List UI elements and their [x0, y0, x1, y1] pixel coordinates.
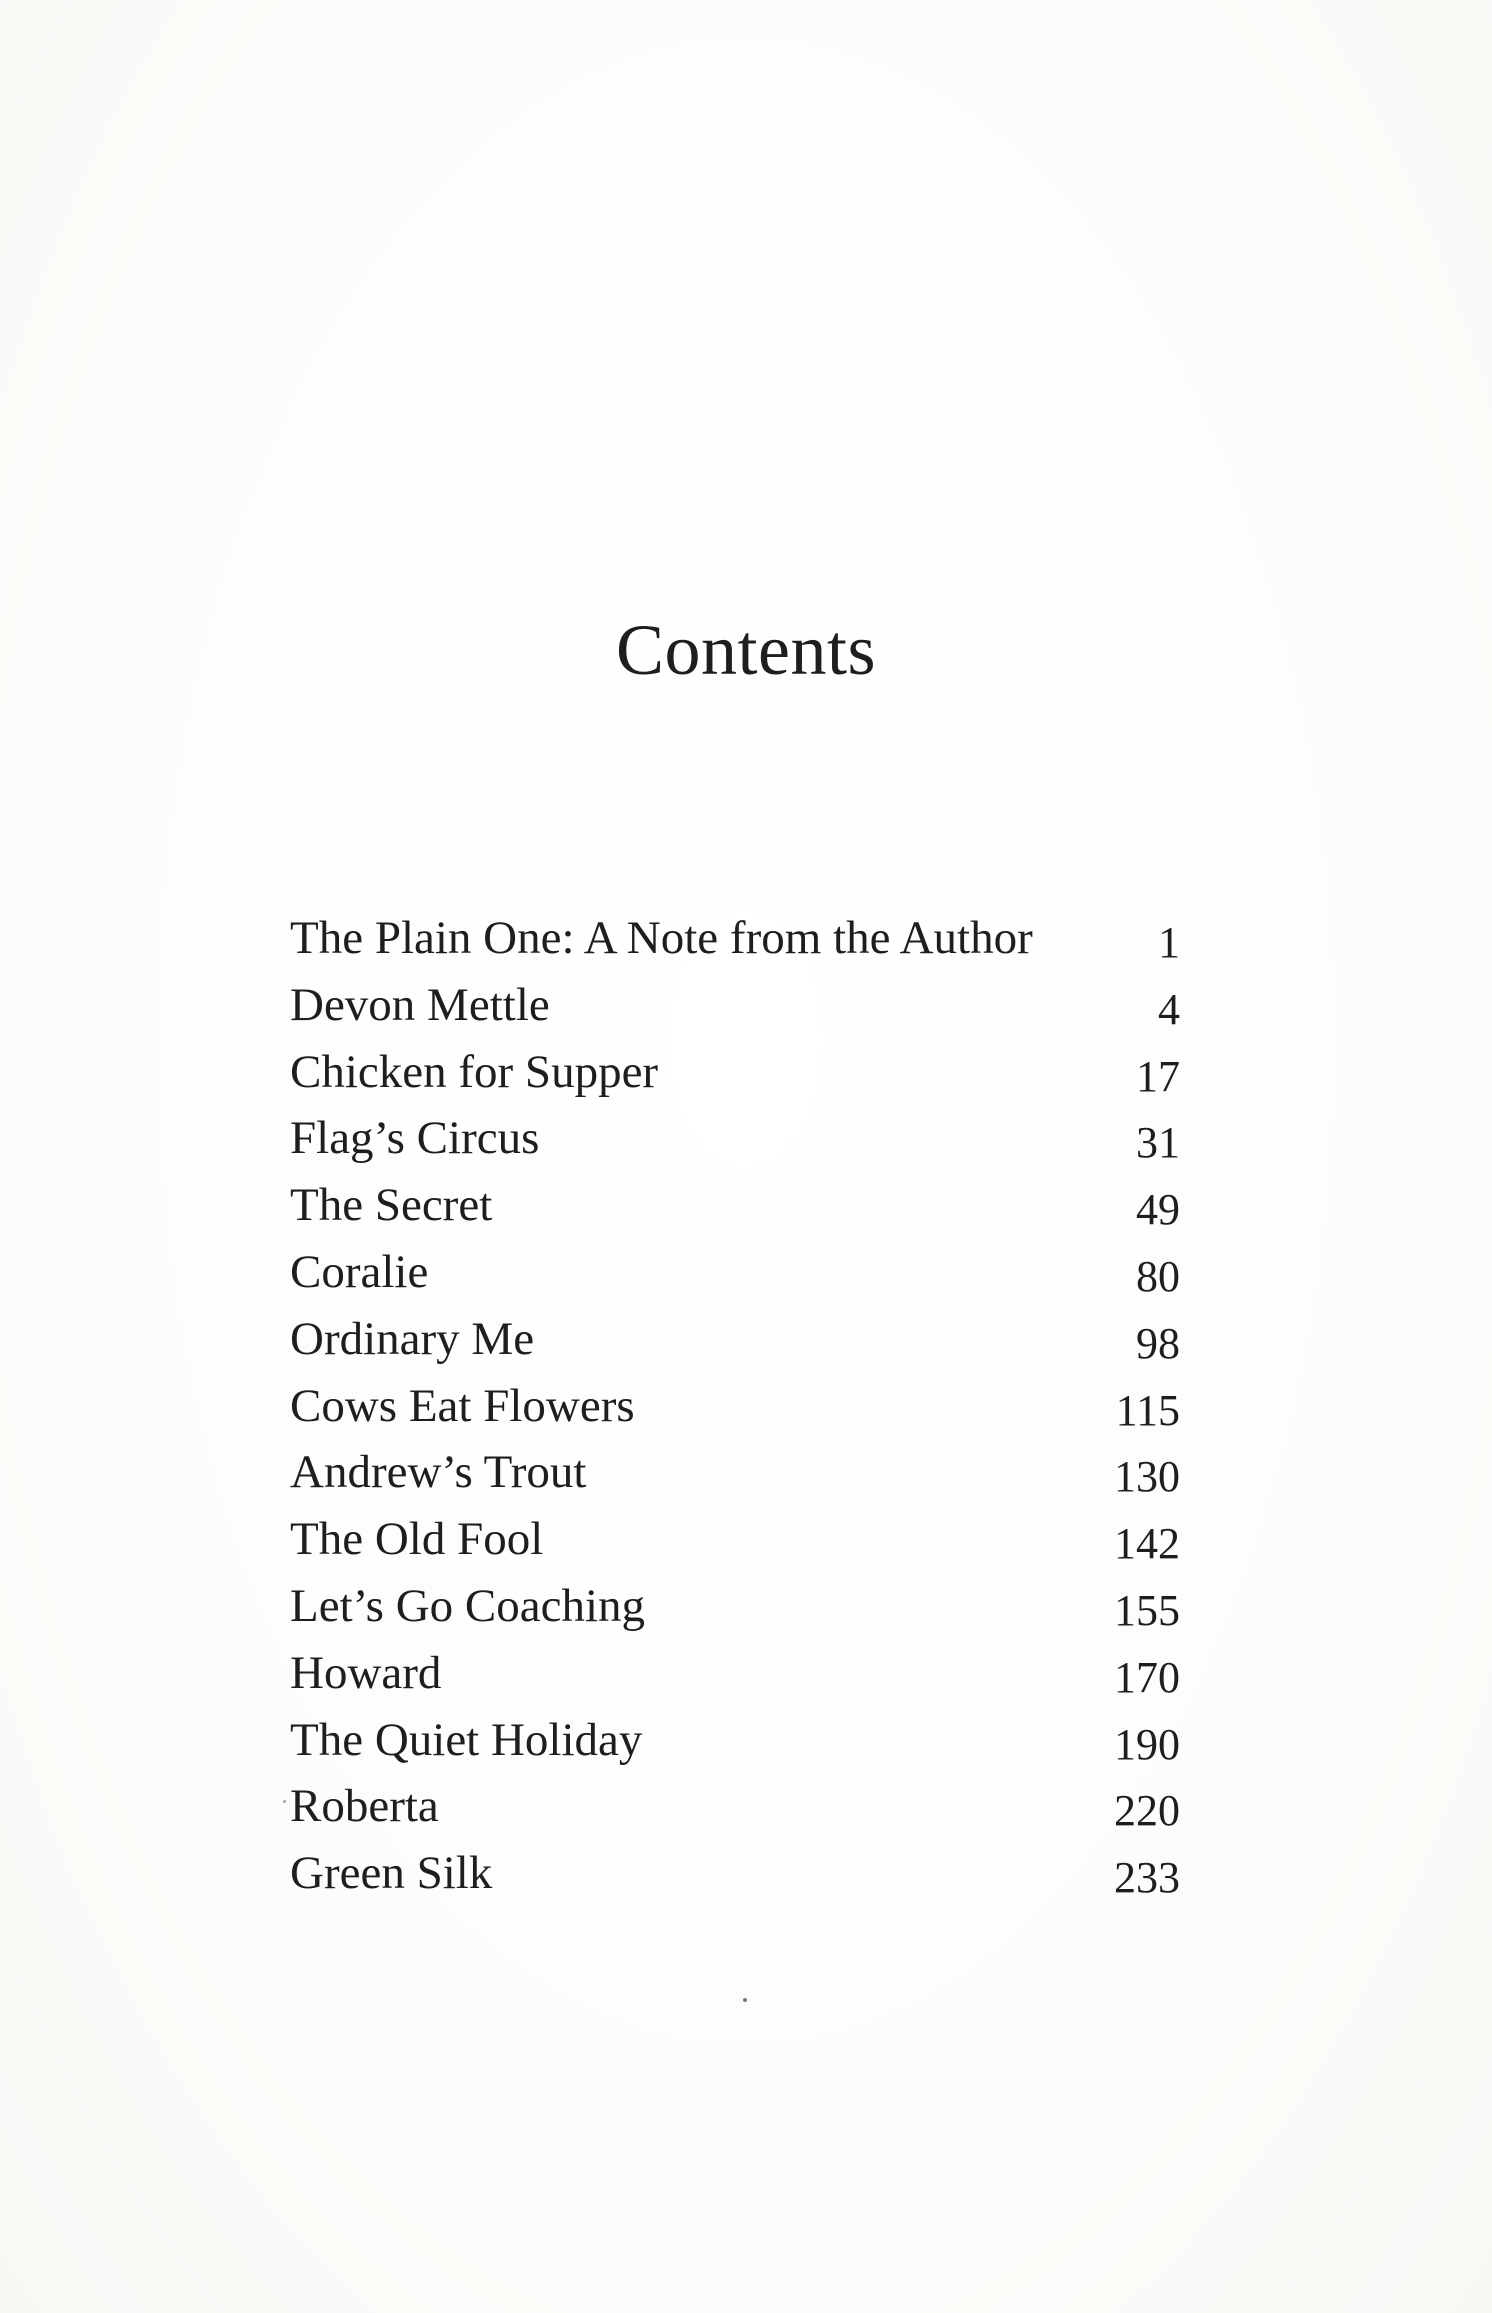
toc-entry-title: Coralie	[290, 1245, 429, 1298]
toc-entry-page: 4	[1158, 984, 1180, 1034]
toc-entry	[290, 1172, 1180, 1239]
table-of-contents	[290, 905, 1180, 1907]
toc-entry-title: The Old Fool	[290, 1513, 544, 1566]
toc-entry	[290, 1373, 1180, 1440]
toc-entry-page: 1	[1158, 918, 1180, 967]
toc-entry-title: Ordinary Me	[290, 1312, 535, 1365]
toc-entry	[290, 1707, 1180, 1774]
toc-entry-page: 49	[1136, 1185, 1180, 1235]
toc-entry-page: 170	[1114, 1652, 1180, 1702]
toc-entry-page: 155	[1114, 1585, 1180, 1635]
toc-entry-page: 233	[1114, 1853, 1180, 1903]
toc-entry-page: 31	[1136, 1118, 1180, 1168]
toc-entry-page: 220	[1114, 1786, 1180, 1836]
toc-entry	[290, 1105, 1180, 1172]
toc-entry-page: 130	[1114, 1452, 1180, 1502]
paper-speck	[743, 1998, 747, 2002]
toc-entry	[290, 972, 1180, 1039]
toc-entry	[290, 1306, 1180, 1373]
toc-entry-title: Let’s Go Coaching	[290, 1579, 646, 1632]
toc-entry-title: Green Silk	[290, 1847, 493, 1900]
toc-entry	[290, 1640, 1180, 1707]
toc-entry-title: Flag’s Circus	[290, 1112, 540, 1165]
toc-entry	[290, 1439, 1180, 1506]
toc-entry-title: The Plain One: A Note from the Author	[290, 912, 1033, 964]
toc-entry-page: 98	[1136, 1318, 1180, 1368]
toc-entry	[290, 1840, 1180, 1907]
paper-speck	[283, 1800, 286, 1803]
toc-entry-page: 190	[1114, 1719, 1180, 1769]
toc-entry-title: The Secret	[290, 1179, 493, 1232]
contents-heading: Contents	[615, 610, 876, 690]
toc-entry-title: Chicken for Supper	[290, 1045, 659, 1098]
toc-entry	[290, 1506, 1180, 1573]
toc-entry	[290, 1573, 1180, 1640]
toc-entry-title: Roberta	[290, 1780, 439, 1833]
toc-entry-title: Howard	[290, 1646, 442, 1699]
toc-entry-page: 115	[1115, 1385, 1180, 1435]
toc-entry	[290, 905, 1180, 972]
toc-entry-title: Andrew’s Trout	[290, 1446, 587, 1499]
toc-entry-title: Devon Mettle	[290, 978, 550, 1031]
toc-entry	[290, 1239, 1180, 1306]
toc-entry-page: 80	[1136, 1251, 1180, 1301]
toc-entry-title: Cows Eat Flowers	[290, 1379, 635, 1432]
toc-entry	[290, 1039, 1180, 1106]
toc-entry	[290, 1773, 1180, 1840]
toc-entry-page: 17	[1136, 1051, 1180, 1101]
toc-entry-page: 142	[1114, 1519, 1180, 1569]
toc-entry-title: The Quiet Holiday	[290, 1713, 643, 1766]
